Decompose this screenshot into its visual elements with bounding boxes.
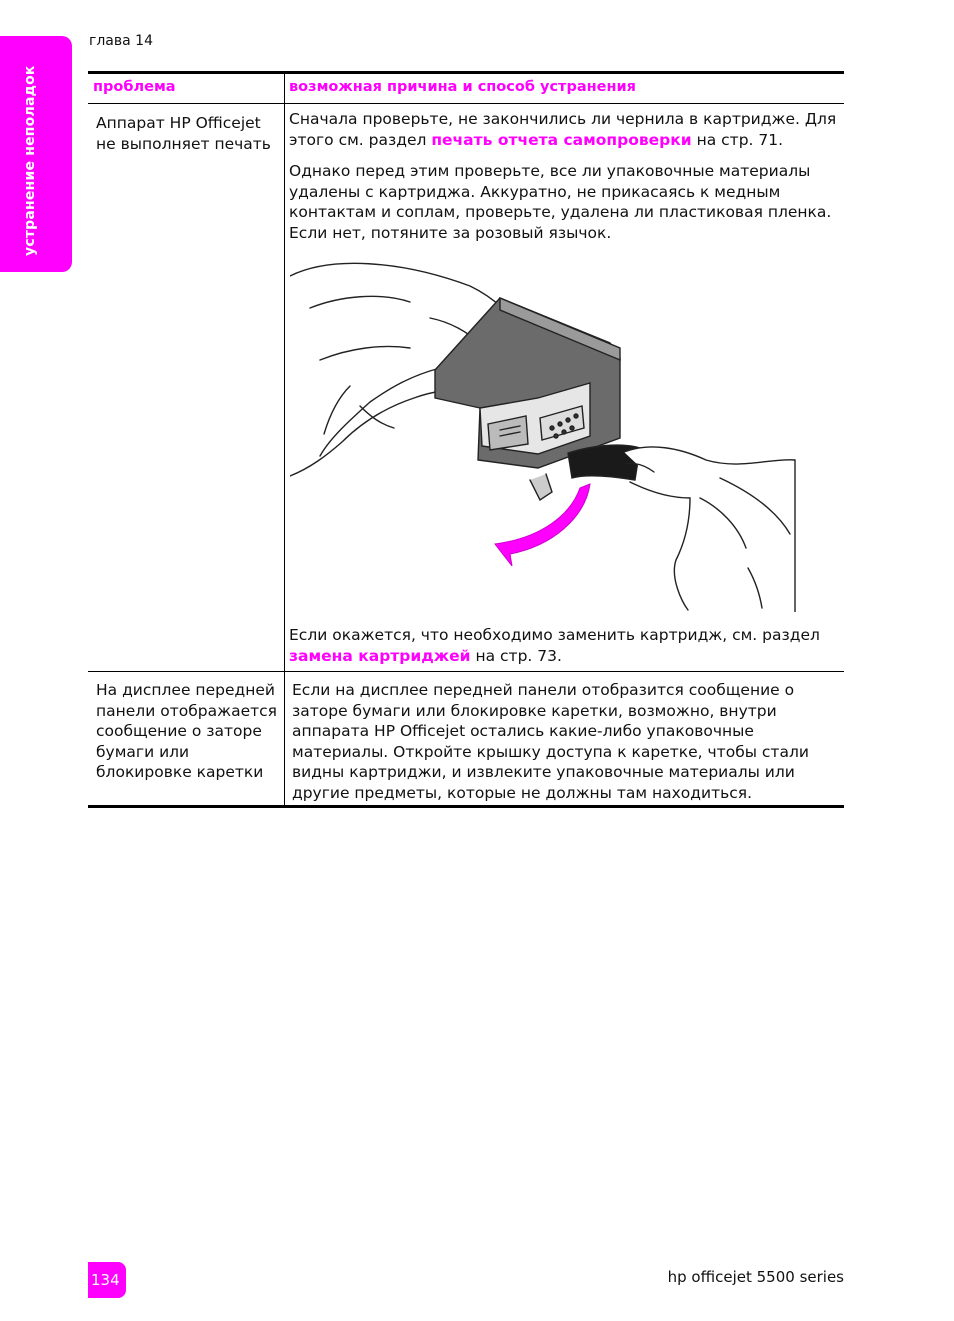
row1-paragraph-1	[289, 109, 841, 150]
product-series: hp officejet 5500 series	[667, 1268, 844, 1286]
row2-problem-line: сообщение о заторе	[96, 722, 262, 740]
cartridge-tape-removal-illustration	[290, 248, 800, 612]
row1-p1-text: Сначала проверьте, не закончились ли чернила в картридже. Для этого см. раздел	[289, 110, 837, 149]
row1-solution	[289, 109, 841, 254]
table-header-rule	[88, 103, 844, 104]
replace-cartridges-link[interactable]: замена картриджей	[289, 646, 471, 665]
header-problem: проблема	[93, 79, 176, 95]
row1-p3-text: Если окажется, что необходимо заменить картридж, см. раздел	[289, 626, 820, 644]
row1-problem-line: не выполняет печать	[96, 134, 271, 153]
table-top-rule	[88, 71, 844, 74]
row2-problem-line: На дисплее передней	[96, 681, 275, 699]
row1-problem	[96, 113, 281, 154]
row1-p1-text-end: на стр. 71.	[691, 130, 784, 149]
section-side-tab-label: устранение неполадок	[22, 65, 38, 256]
table-column-divider	[284, 74, 285, 805]
row1-paragraph-2: Однако перед этим проверьте, все ли упаковочные материалы удалены с картриджа. Аккуратно, не прикасаясь к медным контактам и соплам, проверьте, удалена ли пластиковая пленка. Если нет, потяните за розовый язычок.	[289, 162, 832, 242]
page-number: 134	[88, 1262, 126, 1298]
chapter-label: глава 14	[89, 33, 153, 49]
table-bottom-rule	[88, 805, 844, 808]
header-solution: возможная причина и способ устранения	[289, 79, 636, 95]
row1-problem-line: Аппарат HP Officejet	[96, 114, 261, 132]
row2-solution: Если на дисплее передней панели отобразится сообщение о заторе бумаги или блокировке каретки, возможно, внутри аппарата HP Officejet остались какие-либо упаковочные материалы. Откройте крышку доступа к каретке, чтобы стали видны картриджи, и извлеките упаковочные материалы или другие предметы, которые не должны там находиться.	[292, 681, 809, 802]
table-row-divider	[88, 671, 844, 672]
row2-problem-line: панели отображается	[96, 701, 277, 720]
row2-problem-line: бумаги или	[96, 742, 190, 761]
self-test-report-link[interactable]: печать отчета самопроверки	[431, 130, 692, 149]
row1-p3-text-end: на стр. 73.	[470, 646, 562, 665]
row2-problem	[96, 680, 281, 783]
row2-problem-line: блокировке каретки	[96, 763, 264, 781]
row1-paragraph-3	[289, 625, 841, 666]
